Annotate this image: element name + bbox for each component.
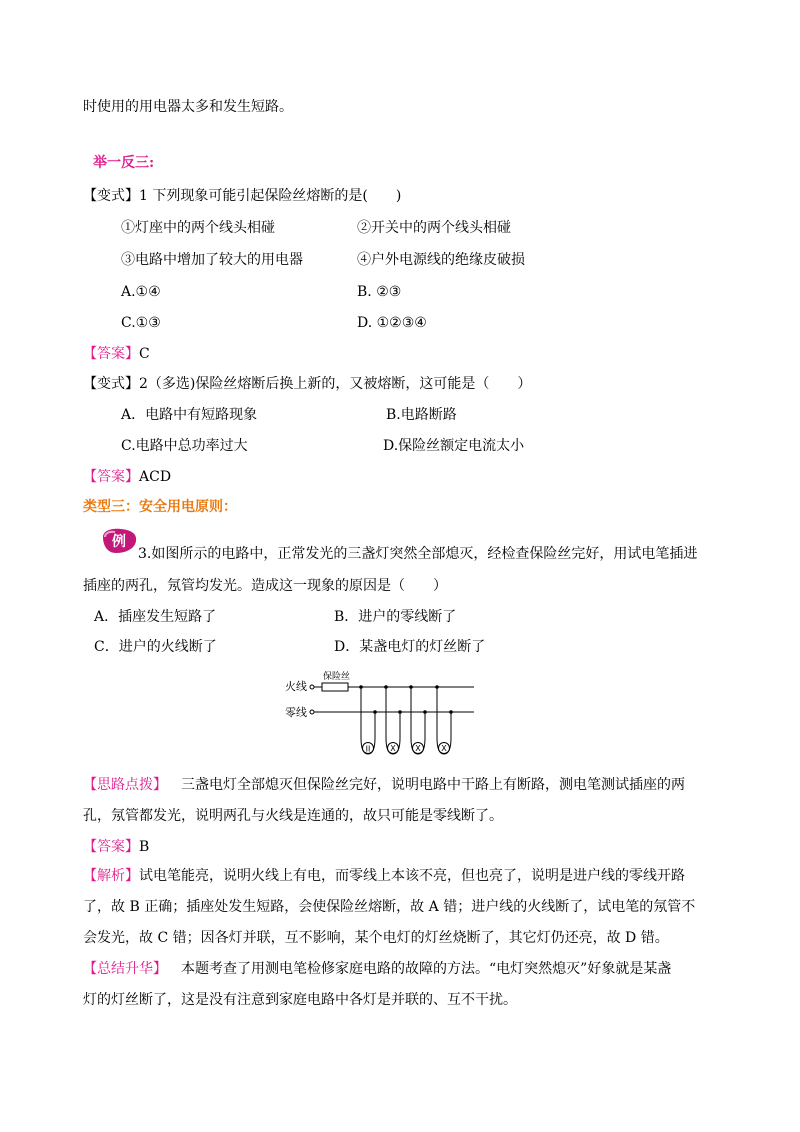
example-option-c: C．进户的火线断了	[94, 639, 217, 655]
explain-label: 【解析】	[83, 868, 139, 884]
variant1-item-4: ④户外电源线的绝缘皮破损	[357, 252, 525, 268]
variant2-answer-label: 【答案】	[83, 469, 139, 485]
lamp-1	[384, 685, 402, 754]
example-badge-icon	[99, 527, 139, 555]
socket	[359, 685, 377, 754]
variant2-option-c: C.电路中总功率过大	[121, 438, 248, 454]
hint-text-1: 三盏电灯全部熄灭但保险丝完好，说明电路中干路上有断路，测电笔测试插座的两	[181, 777, 685, 793]
example-line-1: 3.如图所示的电路中，正常发光的三盏灯突然全部熄灭，经检查保险丝完好，用试电笔插进	[138, 546, 698, 562]
example-option-b: B．进户的零线断了	[334, 609, 457, 625]
example-answer-value: B	[139, 839, 150, 855]
variant2-question-text: 2（多选)保险丝熔断后换上新的，又被熔断，这可能是（ ）	[139, 376, 532, 392]
fuse-label: 保险丝	[323, 672, 351, 682]
neutral-terminal	[310, 710, 314, 714]
explain-text-1: 试电笔能亮，说明火线上有电，而零线上本该不亮，但也亮了，说明是进户线的零线开路	[139, 868, 685, 884]
explain-line-3: 会发光，故 C 错；因各灯并联，互不影响，某个电灯的灯丝烧断了，其它灯仍还亮，故 D 错。	[83, 930, 669, 946]
variant2-answer-value: ACD	[139, 469, 172, 485]
hint-line-1	[83, 775, 685, 795]
example-badge-label: 例	[112, 534, 126, 550]
explain-line-1	[83, 866, 685, 886]
fuse-box	[322, 683, 348, 691]
lamp-2	[409, 685, 427, 754]
example-option-d: D．某盏电灯的灯丝断了	[334, 639, 486, 655]
circuit-diagram	[282, 668, 482, 768]
explain-line-2: 了，故 B 正确；插座处发生短路，会使保险丝熔断，故 A 错；进户线的火线断了，试电笔的氖管不	[83, 899, 696, 915]
hint-line-2: 孔，氖管都发光，说明两孔与火线是连通的，故只可能是零线断了。	[83, 808, 503, 824]
variant2-option-a: A．电路中有短路现象	[121, 407, 258, 423]
lamp-3-symbol: X	[441, 744, 447, 753]
type3-title: 类型三：安全用电原则：	[83, 499, 237, 515]
example-answer	[83, 837, 149, 857]
variant1-option-c: C.①③	[121, 315, 161, 331]
variant1-item-2: ②开关中的两个线头相碰	[357, 220, 511, 236]
variant1-question-text: 1 下列现象可能引起保险丝熔断的是( )	[139, 188, 402, 204]
example-line-2: 插座的两孔，氖管均发光。造成这一现象的原因是（ ）	[83, 578, 447, 594]
live-wire-label: 火线	[285, 680, 307, 693]
section-title: 举一反三:	[93, 155, 155, 171]
hint-label: 【思路点拨】	[83, 777, 167, 793]
variant2-question	[83, 374, 531, 394]
lamp-2-symbol: X	[415, 744, 421, 753]
summary-text-1: 本题考查了用测电笔检修家庭电路的故障的方法。“电灯突然熄灭”好象就是某盏	[181, 961, 672, 977]
example-option-a: A．插座发生短路了	[94, 609, 217, 625]
variant2-option-d: D.保险丝额定电流太小	[383, 438, 525, 454]
variant1-item-3: ③电路中增加了较大的用电器	[121, 252, 303, 268]
lamp-3	[435, 685, 453, 754]
variant2-answer	[83, 467, 171, 487]
socket-symbol: II	[365, 744, 371, 754]
summary-line-2: 灯的灯丝断了，这是没有注意到家庭电路中各灯是并联的、互不干扰。	[83, 992, 517, 1008]
variant1-option-a: A.①④	[121, 284, 161, 300]
variant1-option-d: D. ①②③④	[357, 315, 427, 331]
neutral-wire-label: 零线	[285, 706, 307, 719]
lamp-1-symbol: X	[390, 744, 396, 753]
variant2-option-b: B.电路断路	[386, 407, 457, 423]
variant1-answer-label: 【答案】	[83, 346, 139, 362]
summary-label: 【总结升华】	[83, 961, 167, 977]
variant1-label: 【变式】	[83, 188, 139, 204]
variant1-answer	[83, 344, 150, 364]
live-terminal	[310, 685, 314, 689]
variant1-option-b: B. ②③	[357, 284, 402, 300]
variant1-question	[83, 186, 401, 206]
intro-line: 时使用的用电器太多和发生短路。	[83, 99, 293, 115]
variant2-label: 【变式】	[83, 376, 139, 392]
example-answer-label: 【答案】	[83, 839, 139, 855]
variant1-item-1: ①灯座中的两个线头相碰	[121, 220, 275, 236]
summary-line-1	[83, 959, 671, 979]
variant1-answer-value: C	[139, 346, 150, 362]
